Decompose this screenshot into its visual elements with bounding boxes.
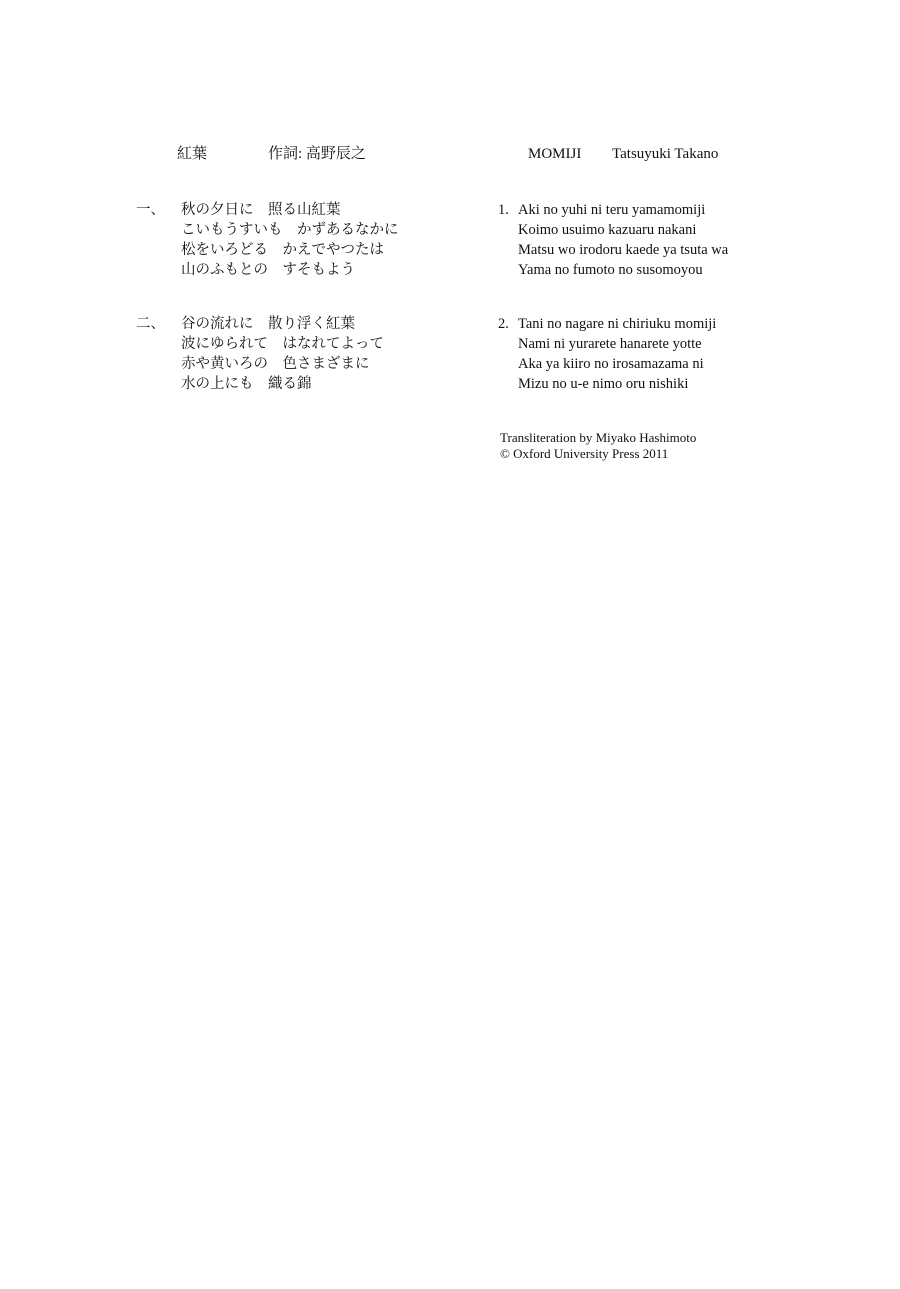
lyric-line: Matsu wo irodoru kaede ya tsuta wa <box>518 242 729 258</box>
lyric-line: 水の上にも 織る錦 <box>181 376 312 392</box>
verse-number: 二、 <box>136 316 165 332</box>
verse-number: 一、 <box>136 202 165 218</box>
lyric-line: 松をいろどる かえでやつたは <box>181 242 384 258</box>
lyric-line: 谷の流れに 散り浮く紅葉 <box>181 316 355 332</box>
lyric-line: こいもうすいも かずあるなかに <box>181 222 399 238</box>
japanese-lyricist-credit: 作詞: 高野辰之 <box>268 146 366 162</box>
verse-lines <box>518 200 728 280</box>
lyric-line: 赤や黄いろの 色さまざまに <box>181 356 370 372</box>
verse-lines <box>181 200 399 280</box>
transliteration-credit: Transliteration by Miyako Hashimoto <box>500 430 697 445</box>
lyric-line: Koimo usuimo kazuaru nakani <box>518 222 697 238</box>
lyric-line: Mizu no u-e nimo oru nishiki <box>518 376 689 392</box>
lyric-line: 秋の夕日に 照る山紅葉 <box>181 202 341 218</box>
romanized-lyricist-credit: Tatsuyuki Takano <box>612 146 719 162</box>
lyric-line: Tani no nagare ni chiriuku momiji <box>518 316 717 332</box>
lyric-line: Nami ni yurarete hanarete yotte <box>518 336 702 352</box>
lyric-line: Aki no yuhi ni teru yamamomiji <box>518 202 706 218</box>
japanese-song-title: 紅葉 <box>177 146 208 162</box>
lyric-line: 波にゆられて はなれてよって <box>181 336 384 352</box>
verse-number: 1. <box>498 202 509 218</box>
credits-block <box>500 430 696 462</box>
lyric-line: Yama no fumoto no susomoyou <box>518 262 703 278</box>
japanese-lyrics-column <box>0 0 460 500</box>
romanized-song-title: MOMIJI <box>528 146 582 162</box>
lyric-line: Aka ya kiiro no irosamazama ni <box>518 356 704 372</box>
verse-lines <box>181 314 384 394</box>
lyric-line: 山のふもとの すそもよう <box>181 262 355 278</box>
romanized-lyrics-column <box>460 0 900 500</box>
verse-lines <box>518 314 716 394</box>
copyright-notice: © Oxford University Press 2011 <box>500 446 669 461</box>
verse-number: 2. <box>498 316 509 332</box>
